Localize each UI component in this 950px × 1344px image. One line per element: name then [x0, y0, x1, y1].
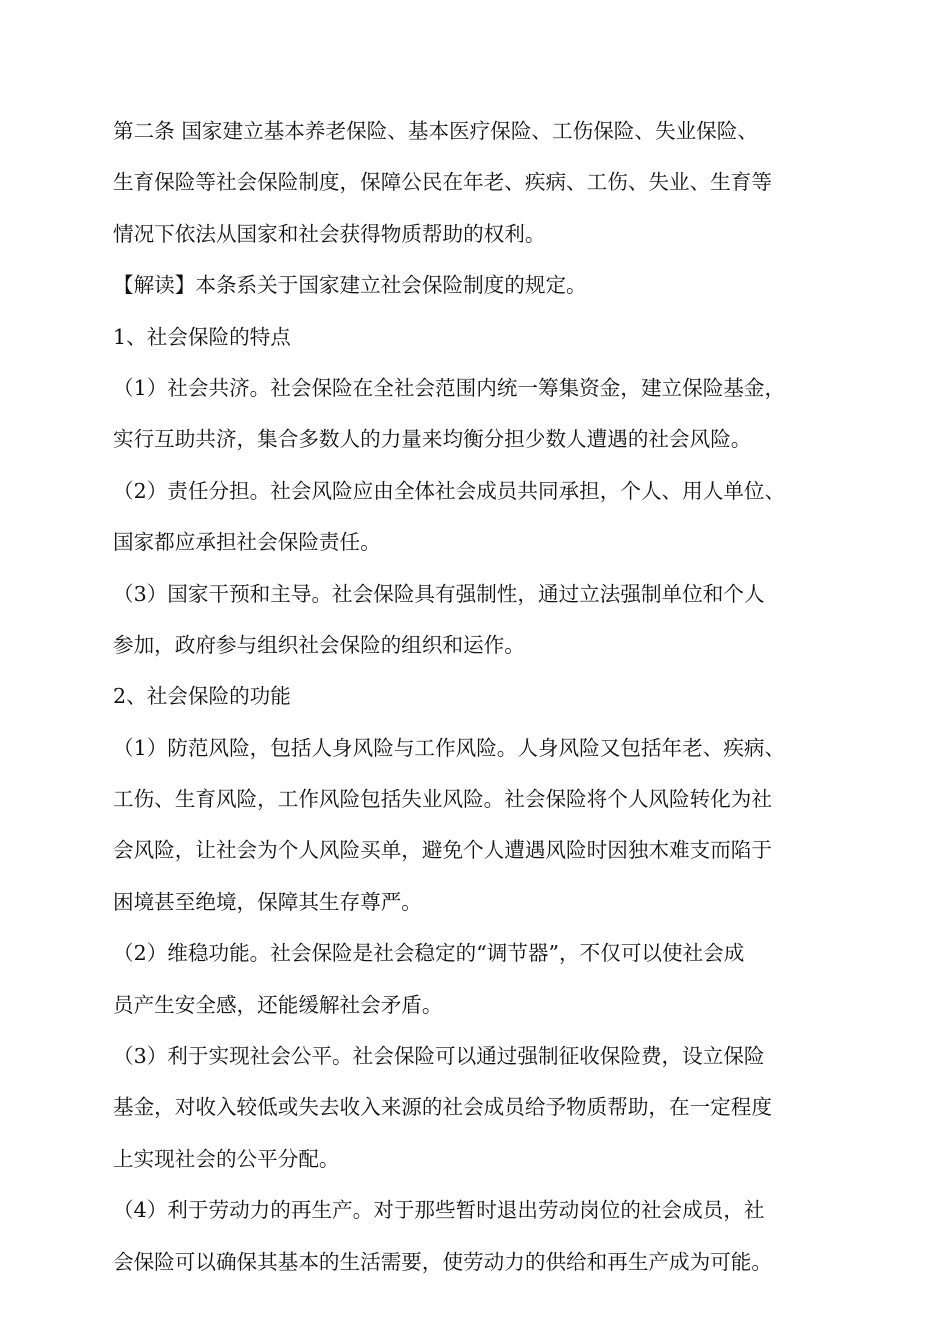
text-line: 员产生安全感，还能缓解社会矛盾。 [113, 992, 443, 1017]
text-line: 参加，政府参与组织社会保险的组织和运作。 [113, 632, 525, 657]
text-line: 上实现社会的公平分配。 [113, 1146, 340, 1171]
document-body [113, 106, 853, 1288]
text-line: 第二条 国家建立基本养老保险、基本医疗保险、工伤保险、失业保险、 [113, 119, 758, 143]
text-line: 会风险，让社会为个人风险买单，避免个人遭遇风险时因独木难支而陷于 [113, 838, 772, 863]
text-line: （1）防范风险，包括人身风险与工作风险。人身风险又包括年老、疾病、 [113, 735, 786, 760]
text-line: （3）国家干预和主导。社会保险具有强制性，通过立法强制单位和个人 [113, 581, 765, 606]
text-line: 困境甚至绝境，保障其生存尊严。 [113, 889, 422, 914]
text-line: （4）利于劳动力的再生产。对于那些暂时退出劳动岗位的社会成员，社 [113, 1198, 765, 1223]
text-line: 会保险可以确保其基本的生活需要，使劳动力的供给和再生产成为可能。 [113, 1249, 772, 1274]
text-line: （3）利于实现社会公平。社会保险可以通过强制征收保险费，设立保险 [113, 1044, 765, 1069]
text-line: 情况下依法从国家和社会获得物质帮助的权利。 [113, 221, 546, 246]
text-line: 实行互助共济，集合多数人的力量来均衡分担少数人遭遇的社会风险。 [113, 427, 752, 452]
text-line: 【解读】本条系关于国家建立社会保险制度的规定。 [113, 273, 587, 298]
text-line: 生育保险等社会保险制度，保障公民在年老、疾病、工伤、失业、生育等 [113, 170, 772, 195]
text-line: 基金，对收入较低或失去收入来源的社会成员给予物质帮助，在一定程度 [113, 1095, 772, 1120]
text-line: （1）社会共济。社会保险在全社会范围内统一筹集资金，建立保险基金， [113, 375, 786, 400]
text-line: （2）责任分担。社会风险应由全体社会成员共同承担，个人、用人单位、 [113, 478, 786, 503]
text-line: 国家都应承担社会保险责任。 [113, 530, 381, 555]
section-heading: 1、社会保险的特点 [113, 324, 291, 349]
text-line: 工伤、生育风险，工作风险包括失业风险。社会保险将个人风险转化为社 [113, 787, 772, 812]
text-line: （2）维稳功能。社会保险是社会稳定的“调节器”，不仅可以使社会成 [113, 941, 745, 966]
section-heading: 2、社会保险的功能 [113, 684, 291, 709]
